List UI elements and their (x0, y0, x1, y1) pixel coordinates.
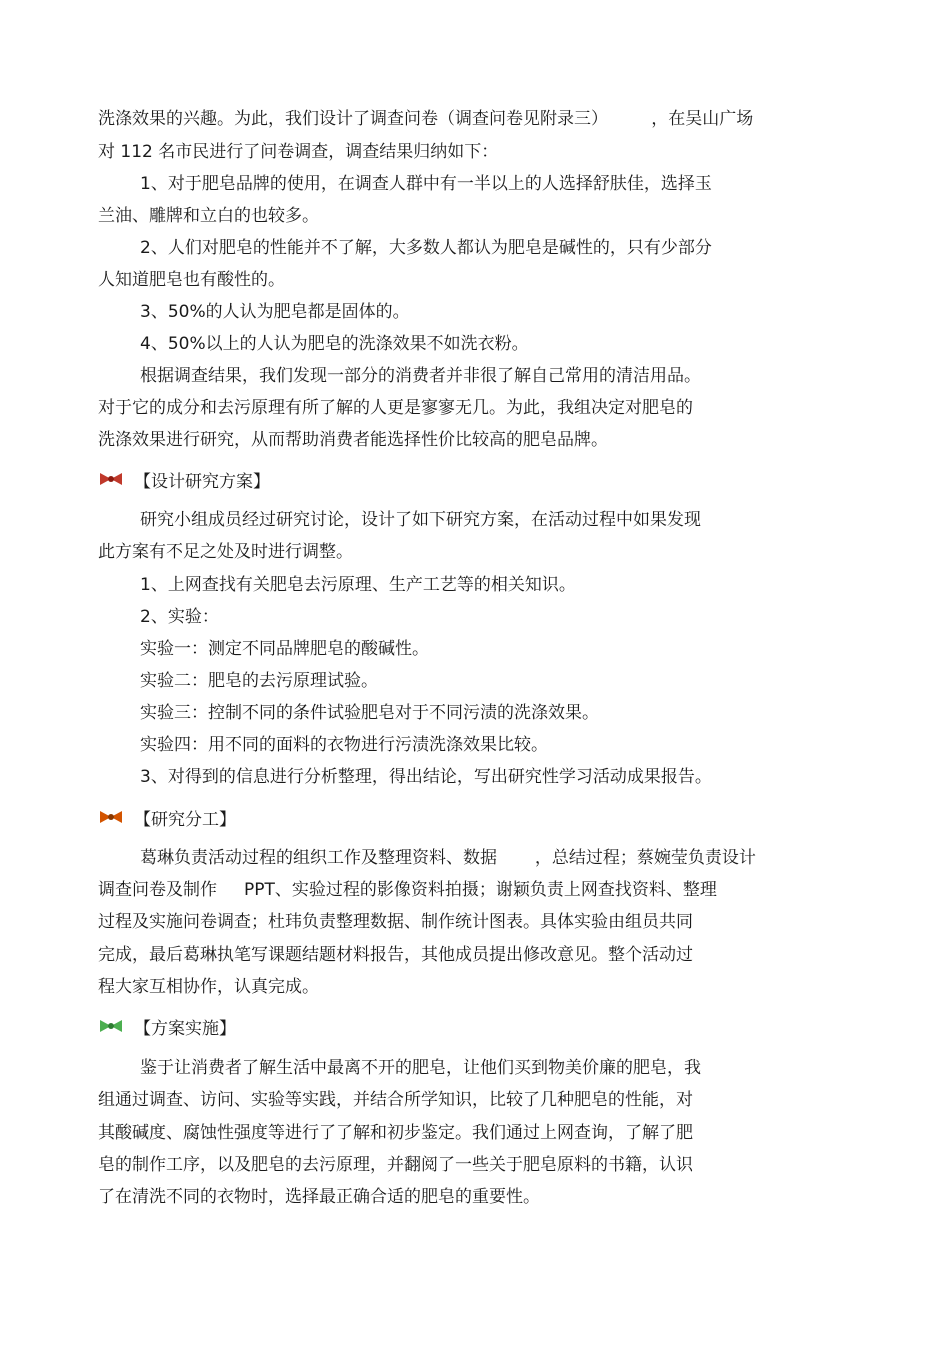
finding-line: 人知道肥皂也有酸性的。 (98, 270, 285, 290)
finding-line: 2、人们对肥皂的性能并不了解，大多数人都认为肥皂是碱性的，只有少部分 (140, 238, 712, 258)
design-line: 实验三：控制不同的条件试验肥皂对于不同污渍的洗涤效果。 (140, 703, 599, 723)
section-title: 【研究分工】 (134, 809, 236, 830)
division-line: 完成，最后葛琳执笔写课题结题材料报告，其他成员提出修改意见。整个活动过 (98, 945, 693, 965)
division-line: 葛琳负责活动过程的组织工作及整理资料、数据 ，总结过程；蔡婉莹负责设计 (140, 848, 756, 868)
conclusion-line: 对于它的成分和去污原理有所了解的人更是寥寥无几。为此，我组决定对肥皂的 (98, 398, 693, 418)
implementation-line: 了在清洗不同的衣物时，选择最正确合适的肥皂的重要性。 (98, 1187, 540, 1207)
design-line: 1、上网查找有关肥皂去污原理、生产工艺等的相关知识。 (140, 575, 576, 595)
implementation-line: 皂的制作工序，以及肥皂的去污原理，并翻阅了一些关于肥皂原料的书籍，认识 (98, 1155, 693, 1175)
design-line: 2、实验： (140, 607, 219, 627)
section-heading-design (98, 467, 270, 491)
finding-line: 3、50%的人认为肥皂都是固体的。 (140, 302, 410, 322)
conclusion-line: 洗涤效果进行研究，从而帮助消费者能选择性价比较高的肥皂品牌。 (98, 430, 608, 450)
bow-icon (98, 809, 124, 825)
bow-icon (98, 471, 124, 487)
section-title: 【设计研究方案】 (134, 471, 270, 492)
design-line: 实验一：测定不同品牌肥皂的酸碱性。 (140, 639, 429, 659)
section-title: 【方案实施】 (134, 1018, 236, 1039)
finding-line: 1、对于肥皂品牌的使用，在调查人群中有一半以上的人选择舒肤佳，选择玉 (140, 174, 712, 194)
implementation-line: 其酸碱度、腐蚀性强度等进行了了解和初步鉴定。我们通过上网查询，了解了肥 (98, 1123, 693, 1143)
implementation-line: 鉴于让消费者了解生活中最离不开的肥皂，让他们买到物美价廉的肥皂，我 (140, 1058, 701, 1078)
finding-line: 兰油、雕牌和立白的也较多。 (98, 206, 319, 226)
design-line: 实验二：肥皂的去污原理试验。 (140, 671, 378, 691)
intro-line: 洗涤效果的兴趣。为此，我们设计了调查问卷（调查问卷见附录三） ，在吴山广场 (98, 109, 754, 129)
bow-icon (98, 1018, 124, 1034)
design-line: 3、对得到的信息进行分析整理，得出结论，写出研究性学习活动成果报告。 (140, 767, 712, 787)
design-line: 实验四：用不同的面料的衣物进行污渍洗涤效果比较。 (140, 735, 548, 755)
conclusion-line: 根据调查结果，我们发现一部分的消费者并非很了解自己常用的清洁用品。 (140, 366, 701, 386)
division-line: 调查问卷及制作 PPT、实验过程的影像资料拍摄；谢颖负责上网查找资料、整理 (98, 880, 717, 900)
division-line: 过程及实施问卷调查；杜玮负责整理数据、制作统计图表。具体实验由组员共同 (98, 912, 693, 932)
finding-line: 4、50%以上的人认为肥皂的洗涤效果不如洗衣粉。 (140, 334, 529, 354)
design-line: 此方案有不足之处及时进行调整。 (98, 542, 353, 562)
design-line: 研究小组成员经过研究讨论，设计了如下研究方案，在活动过程中如果发现 (140, 510, 701, 530)
implementation-line: 组通过调查、访问、实验等实践，并结合所学知识，比较了几种肥皂的性能，对 (98, 1090, 693, 1110)
section-heading-implementation (98, 1014, 236, 1038)
section-heading-division (98, 805, 236, 829)
intro-line: 对 112 名市民进行了问卷调查，调查结果归纳如下： (98, 142, 499, 162)
division-line: 程大家互相协作，认真完成。 (98, 977, 319, 997)
